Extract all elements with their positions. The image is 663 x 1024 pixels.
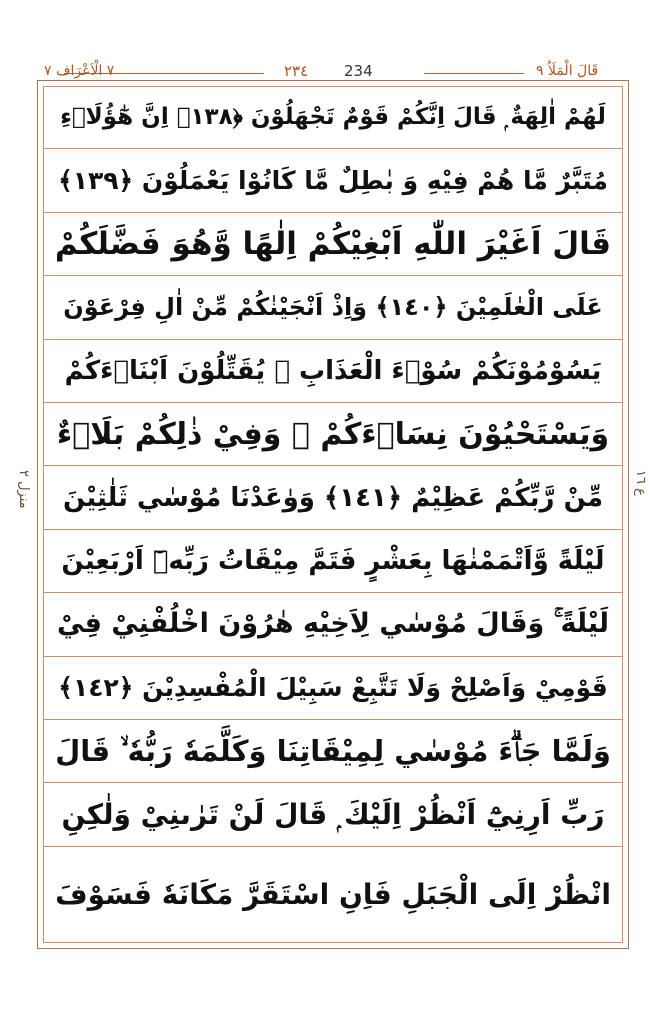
text-line-7	[43, 466, 623, 529]
line-text: قَوْمِيْ وَاَصْلِحْ وَلَا تَتَّبِعْ سَبِيْلَ الْمُفْسِدِيْنَ ﴿١٤٢﴾	[58, 673, 608, 703]
line-text: وَيَسْتَحْيُوْنَ نِسَاۗءَكُمْ ۭ وَفِيْ ذٰلِكُمْ بَلَاۗءٌ	[56, 416, 610, 452]
text-line-11	[43, 720, 623, 783]
ruku-marker: ع ١٦	[633, 470, 648, 496]
text-line-1	[43, 86, 623, 149]
text-line-8	[43, 530, 623, 593]
line-text: لَيْلَةً ۚ وَقَالَ مُوْسٰي لِاَخِيْهِ هٰرُوْنَ اخْلُفْنِيْ فِيْ	[56, 608, 610, 640]
line-text: انْظُرْ اِلَى الْجَبَلِ فَاِنِ اسْتَقَرَّ مَكَانَهٗ فَسَوْفَ	[55, 878, 611, 912]
text-line-5	[43, 340, 623, 403]
line-text: قَالَ اَغَيْرَ اللّٰهِ اَبْغِيْكُمْ اِلٰهًا وَّهُوَ فَضَّلَكُمْ	[54, 225, 612, 262]
text-line-6	[43, 403, 623, 466]
right-surah-name: قَالَ الْمَلَاُ ٩	[536, 63, 599, 79]
text-line-10	[43, 657, 623, 720]
line-text: مُتَبَّرٌ مَّا هُمْ فِيْهِ وَ بٰطِلٌ مَّا كَانُوْا يَعْمَلُوْنَ ﴿١٣٩﴾	[58, 166, 608, 196]
line-text: لَيْلَةً وَّاَتْمَمْنٰهَا بِعَشْرٍ فَتَمَّ مِيْقَاتُ رَبِّهٖٓ اَرْبَعِيْنَ	[61, 545, 605, 576]
left-surah-name: ٧ الْاَعْرَاف ٧	[44, 63, 115, 79]
manzil-marker: منزل ٢	[16, 470, 31, 509]
header-rule-right	[424, 73, 524, 74]
line-text: عَلَى الْعٰلَمِيْنَ ﴿١٤٠﴾ وَاِذْ اَنْجَيْنٰكُمْ مِّنْ اٰلِ فِرْعَوْنَ	[63, 293, 603, 322]
page-number-arabic: ٢٣٤	[284, 62, 309, 80]
line-text: رَبِّ اَرِنِيْٓ اَنْظُرْ اِلَيْكَ ۭ قَالَ لَنْ تَرٰىنِيْ وَلٰكِنِ	[61, 797, 605, 831]
line-text: لَهُمْ اٰلِهَةٌ ۭ قَالَ اِنَّكُمْ قَوْمٌ تَجْهَلُوْنَ ﴿١٣٨﴾ اِنَّ هٰٓؤُلَاۗءِ	[60, 104, 606, 131]
text-line-13	[43, 847, 623, 943]
text-line-12	[43, 783, 623, 846]
line-text: يَسُوْمُوْنَكُمْ سُوْۗءَ الْعَذَابِ ۚ يُقَتِّلُوْنَ اَبْنَاۗءَكُمْ	[64, 355, 602, 386]
text-line-3	[43, 213, 623, 276]
text-line-9	[43, 593, 623, 656]
text-line-4	[43, 276, 623, 339]
line-text: مِّنْ رَّبِّكُمْ عَظِيْمٌ ﴿١٤١﴾ وَوٰعَدْنَا مُوْسٰي ثَلٰثِيْنَ	[62, 482, 604, 513]
page-number: 234	[344, 62, 373, 80]
text-line-2	[43, 149, 623, 212]
line-text: وَلَمَّا جَاۗءَ مُوْسٰي لِمِيْقَاتِنَا وَكَلَّمَهٗ رَبُّهٗ ۙ قَالَ	[55, 733, 611, 768]
